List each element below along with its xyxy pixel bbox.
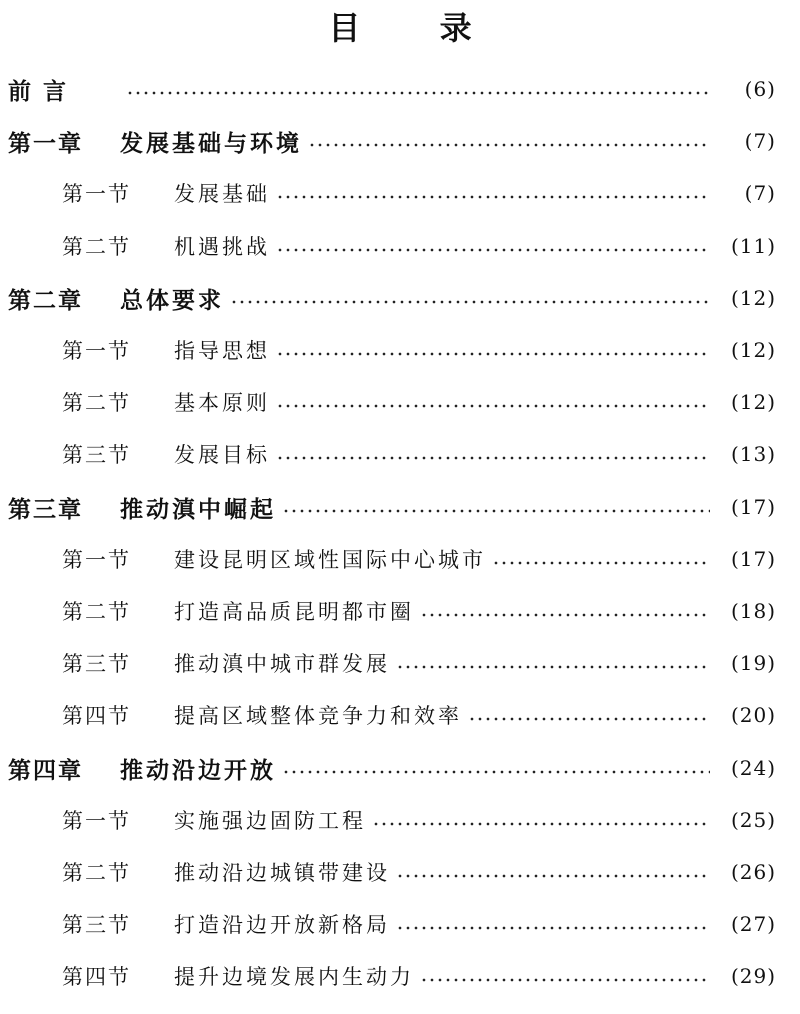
dot-leader — [420, 613, 710, 617]
toc-section-entry[interactable] — [0, 436, 800, 472]
entry-page-number: (20) — [730, 703, 776, 727]
entry-title: 发展基础与环境 — [120, 130, 302, 157]
entry-title: 建设昆明区域性国际中心城市 — [174, 548, 486, 572]
dot-leader — [396, 926, 710, 930]
toc-section-entry[interactable] — [0, 802, 800, 838]
entry-number: 第一章 — [8, 130, 83, 157]
entry-title: 推动滇中崛起 — [120, 496, 276, 523]
entry-page-number: (12) — [730, 286, 776, 310]
dot-leader — [396, 874, 710, 878]
dot-leader — [372, 822, 710, 826]
dot-leader — [282, 770, 710, 774]
entry-title: 推动沿边开放 — [120, 757, 276, 784]
dot-leader — [276, 456, 710, 460]
entry-title: 推动沿边城镇带建设 — [174, 861, 390, 885]
entry-number: 第二节 — [62, 861, 131, 885]
entry-page-number: (26) — [730, 860, 776, 884]
toc-section-entry[interactable] — [0, 384, 800, 420]
entry-number: 第二节 — [62, 235, 131, 259]
dot-leader — [276, 352, 710, 356]
entry-number: 第三章 — [8, 496, 83, 523]
dot-leader — [276, 195, 710, 199]
dot-leader — [230, 300, 710, 304]
entry-number: 前 言 — [8, 78, 69, 105]
entry-title: 发展目标 — [174, 443, 270, 467]
entry-page-number: (25) — [730, 808, 776, 832]
entry-title: 推动滇中城市群发展 — [174, 652, 390, 676]
dot-leader — [276, 248, 710, 252]
entry-title: 实施强边固防工程 — [174, 809, 366, 833]
dot-leader — [282, 509, 710, 513]
dot-leader — [396, 665, 710, 669]
entry-page-number: (6) — [744, 77, 776, 101]
entry-number: 第一节 — [62, 809, 131, 833]
entry-title: 指导思想 — [174, 339, 270, 363]
entry-page-number: (17) — [730, 547, 776, 571]
dot-leader — [420, 978, 710, 982]
entry-page-number: (7) — [744, 181, 776, 205]
entry-page-number: (19) — [730, 651, 776, 675]
entry-title: 总体要求 — [120, 287, 224, 314]
entry-number: 第二章 — [8, 287, 83, 314]
toc-section-entry[interactable] — [0, 541, 800, 577]
entry-title: 基本原则 — [174, 391, 270, 415]
toc-chapter-entry[interactable] — [0, 750, 800, 786]
entry-title: 打造高品质昆明都市圈 — [174, 600, 414, 624]
entry-page-number: (12) — [730, 390, 776, 414]
entry-title: 提高区域整体竞争力和效率 — [174, 704, 462, 728]
entry-page-number: (12) — [730, 338, 776, 362]
toc-section-entry[interactable] — [0, 228, 800, 264]
entry-page-number: (17) — [730, 495, 776, 519]
entry-title: 打造沿边开放新格局 — [174, 913, 390, 937]
toc-section-entry[interactable] — [0, 854, 800, 890]
dot-leader — [492, 561, 710, 565]
dot-leader — [276, 404, 710, 408]
entry-page-number: (29) — [730, 964, 776, 988]
toc-section-entry[interactable] — [0, 906, 800, 942]
dot-leader — [126, 91, 710, 95]
entry-number: 第四节 — [62, 704, 131, 728]
entry-page-number: (11) — [730, 234, 776, 258]
entry-page-number: (27) — [730, 912, 776, 936]
entry-number: 第四章 — [8, 757, 83, 784]
entry-number: 第一节 — [62, 339, 131, 363]
toc-chapter-entry[interactable] — [0, 280, 800, 316]
toc-section-entry[interactable] — [0, 697, 800, 733]
toc-section-entry[interactable] — [0, 645, 800, 681]
toc-section-entry[interactable] — [0, 175, 800, 211]
entry-number: 第四节 — [62, 965, 131, 989]
dot-leader — [468, 717, 710, 721]
entry-number: 第三节 — [62, 443, 131, 467]
entry-number: 第一节 — [62, 548, 131, 572]
toc-chapter-entry[interactable] — [0, 489, 800, 525]
entry-title: 发展基础 — [174, 182, 270, 206]
toc-section-entry[interactable] — [0, 958, 800, 994]
entry-title: 提升边境发展内生动力 — [174, 965, 414, 989]
entry-page-number: (13) — [730, 442, 776, 466]
entry-page-number: (7) — [744, 129, 776, 153]
entry-page-number: (24) — [730, 756, 776, 780]
entry-title: 机遇挑战 — [174, 235, 270, 259]
entry-number: 第三节 — [62, 913, 131, 937]
toc-section-entry[interactable] — [0, 593, 800, 629]
toc-chapter-entry[interactable] — [0, 71, 800, 107]
toc-chapter-entry[interactable] — [0, 123, 800, 159]
entry-number: 第三节 — [62, 652, 131, 676]
dot-leader — [308, 143, 710, 147]
entry-number: 第二节 — [62, 600, 131, 624]
toc-title: 目 录 — [328, 9, 506, 47]
entry-number: 第二节 — [62, 391, 131, 415]
entry-number: 第一节 — [62, 182, 131, 206]
toc-section-entry[interactable] — [0, 332, 800, 368]
entry-page-number: (18) — [730, 599, 776, 623]
